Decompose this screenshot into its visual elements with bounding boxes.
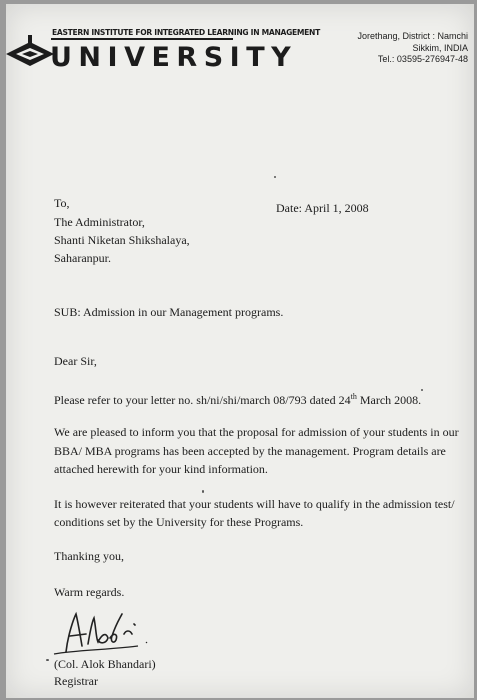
paragraph-2-line-3: attached herewith for your kind information. — [54, 462, 268, 476]
letter-date: Date: April 1, 2008 — [276, 201, 369, 215]
address-line-1: Jorethang, District : Namchi — [357, 31, 468, 41]
paragraph-3-line-1: It is however reiterated that your students will have to qualify in the admission test/ — [54, 497, 455, 511]
paragraph-2-line-2: BBA/ MBA programs has been accepted by the management. Program details are — [54, 444, 446, 458]
scan-speck — [202, 490, 204, 493]
phone-number: Tel.: 03595-276947-48 — [377, 54, 468, 64]
to-label: To, — [54, 196, 70, 210]
address-line-2: Sikkim, INDIA — [412, 42, 468, 53]
letter-page — [6, 4, 474, 698]
paragraph-3-line-2: conditions set by the University for these Programs. — [54, 515, 304, 529]
recipient-line-3: Saharanpur. — [54, 251, 111, 265]
recipient-line-1: The Administrator, — [54, 215, 145, 229]
closing-thanks: Thanking you, — [54, 549, 124, 563]
paragraph-2-line-1: We are pleased to inform you that the proposal for admission of your students in our — [54, 425, 459, 439]
subject-line: SUB: Admission in our Management programs. — [54, 305, 284, 319]
recipient-line-2: Shanti Niketan Shikshalaya, — [54, 233, 190, 247]
university-wordmark: UNIVERSITY — [50, 42, 298, 73]
signatory-name: (Col. Alok Bhandari) — [54, 657, 156, 671]
institute-name: EASTERN INSTITUTE FOR INTEGRATED LEARNING IN MANAGEMENT — [52, 28, 320, 37]
handwritten-signature — [46, 604, 166, 659]
closing-regards: Warm regards. — [54, 585, 125, 599]
reference-superscript: th — [350, 392, 357, 401]
scan-speck — [46, 659, 49, 661]
reference-text: Please refer to your letter no. sh/ni/shi/march 08/793 dated 24 — [54, 393, 351, 407]
letterhead-address — [357, 31, 468, 66]
reference-line — [54, 389, 421, 408]
salutation: Dear Sir, — [54, 354, 97, 368]
scan-speck — [421, 389, 423, 391]
signatory-designation: Registrar — [54, 674, 98, 688]
scan-speck — [274, 176, 276, 178]
reference-date-text: March 2008. — [356, 393, 422, 407]
university-logo-icon — [6, 34, 54, 76]
